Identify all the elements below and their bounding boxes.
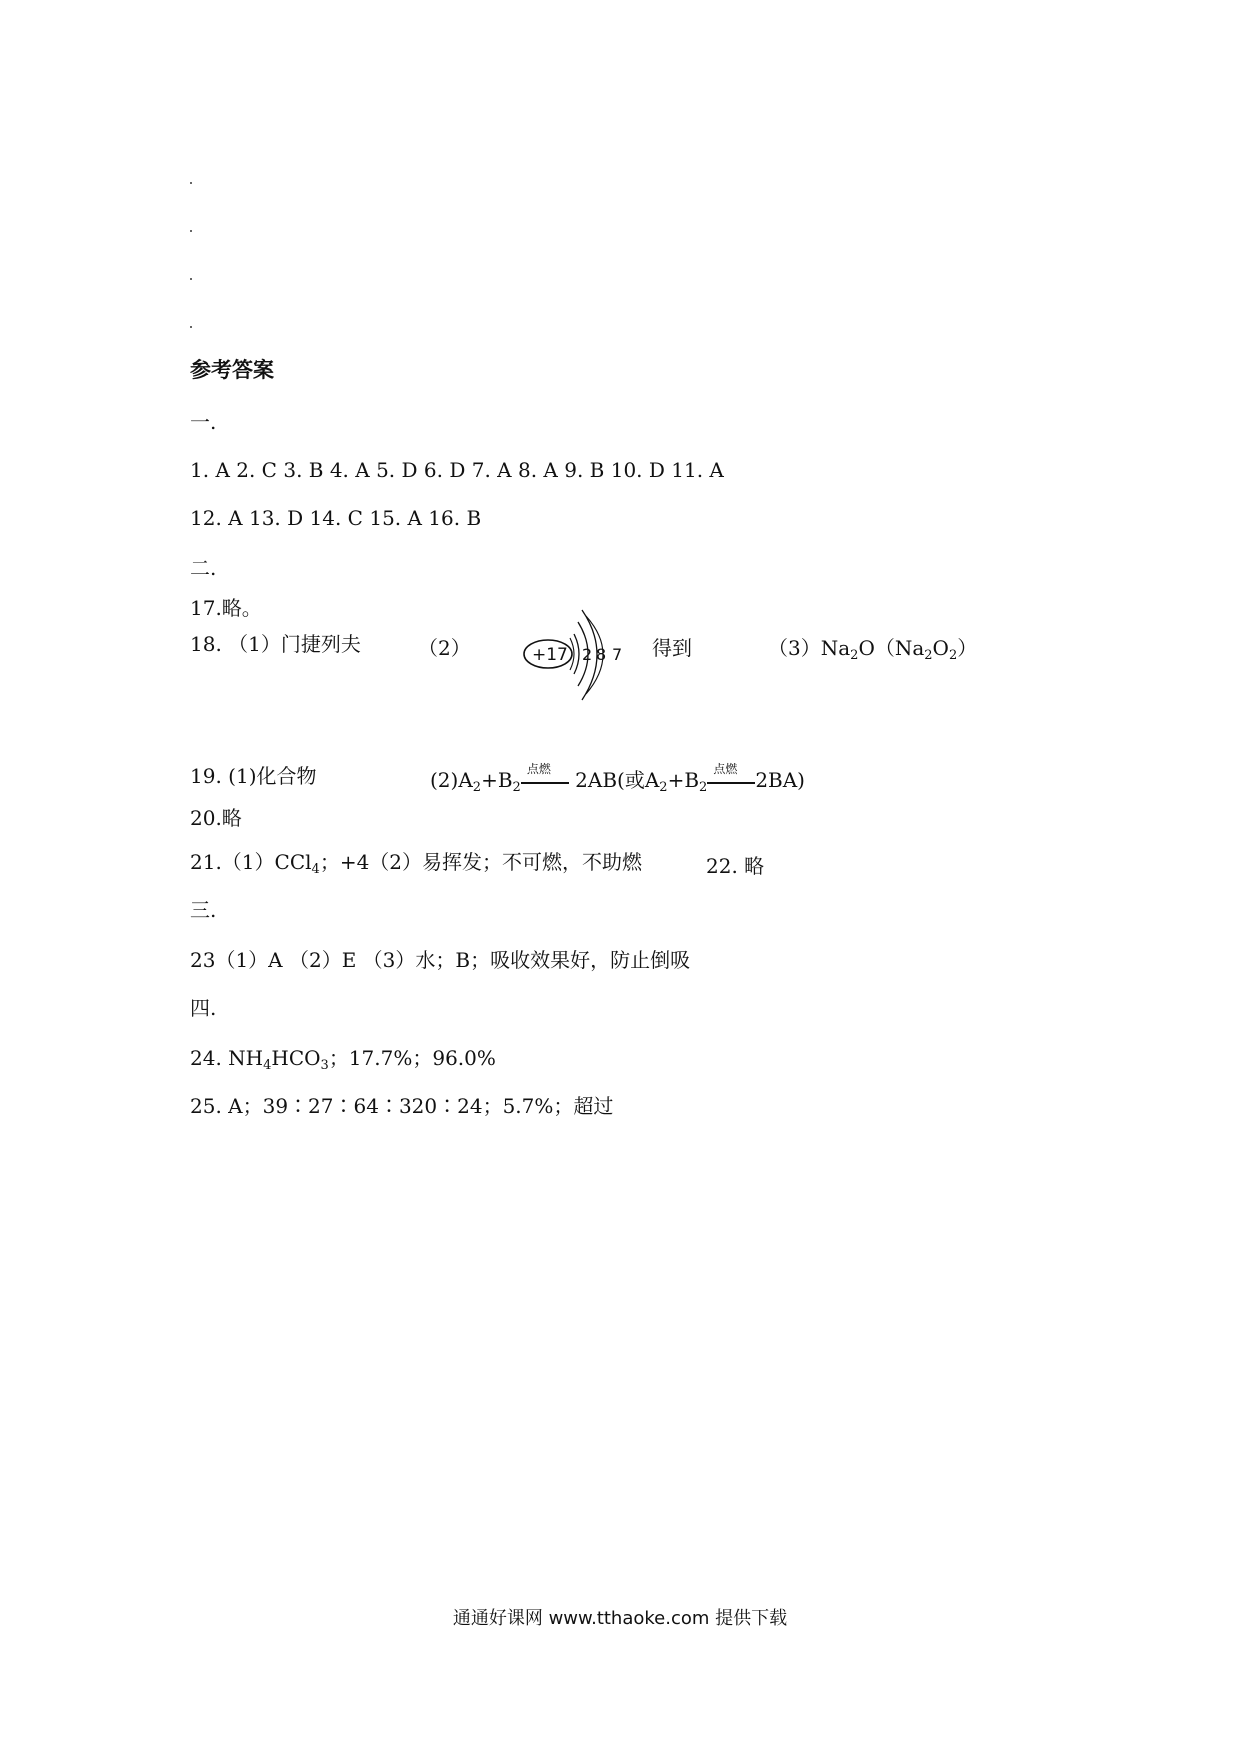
answers-row-2: 12. A 13. D 14. C 15. A 16. B (190, 506, 482, 530)
subscript: 4 (311, 862, 320, 877)
q17: 17.略。 (190, 596, 262, 620)
subscript: 4 (263, 1058, 272, 1073)
atom-shell-3: 7 (612, 645, 623, 664)
q18-part3-end: ） (957, 636, 978, 660)
section-three: 三. (190, 898, 217, 922)
subscript: 2 (512, 780, 521, 795)
q18-part3-prefix: （3）Na (768, 636, 851, 660)
subscript: 3 (320, 1058, 329, 1073)
equation-bar (521, 782, 569, 784)
q19-eq-prefix: (2)A (430, 768, 473, 792)
subscript: 2 (850, 648, 859, 663)
atom-nucleus-label: +17 (532, 645, 568, 665)
section-two: 二. (190, 556, 217, 580)
reaction-condition-arrow-2 (707, 761, 755, 794)
q20: 20.略 (190, 806, 242, 830)
atom-shell-1: 2 (582, 645, 593, 664)
q22: 22. 略 (706, 854, 765, 878)
margin-dot-3 (190, 278, 192, 280)
answers-row-1: 1. A 2. C 3. B 4. A 5. D 6. D 7. A 8. A 9. B 10. D 11. A (190, 458, 724, 482)
q19-eq-result2: 2BA) (755, 768, 805, 792)
section-one: 一. (190, 410, 217, 434)
q19-equation (430, 761, 805, 795)
page-footer: 通通好课网 www.tthaoke.com 提供下载 (452, 1608, 788, 1629)
q24-a: 24. NH (190, 1046, 264, 1070)
q23: 23（1）A （2）E （3）水；B；吸收效果好，防止倒吸 (190, 948, 691, 972)
reaction-condition-label-2: 点燃 (713, 761, 738, 776)
reaction-condition-label: 点燃 (526, 761, 551, 776)
q21-text-b: ；+4（2）易挥发；不可燃，不助燃 (319, 850, 643, 874)
q19-eq-plus-b-2: +B (667, 768, 700, 792)
q25: 25. A；39∶27∶64∶320∶24；5.7%；超过 (190, 1094, 614, 1118)
q18-part3-o2: O (932, 636, 949, 660)
reaction-condition-arrow (521, 761, 569, 794)
page-title: 参考答案 (190, 358, 274, 382)
subscript: 2 (924, 648, 933, 663)
q21 (190, 850, 642, 882)
q18-part3-o: O（Na (858, 636, 925, 660)
q24 (190, 1046, 496, 1078)
section-four: 四. (190, 996, 217, 1020)
q19-part1: 19. (1)化合物 (190, 764, 317, 788)
q19-eq-result1: 2AB(或A (568, 768, 660, 792)
q24-b: HCO (271, 1046, 321, 1070)
q18-gain: 得到 (652, 636, 692, 660)
equation-bar-2 (707, 782, 755, 784)
margin-dot-4 (190, 326, 192, 328)
q19-eq-plus-b: +B (481, 768, 513, 792)
q18-part2: （2） (418, 636, 471, 660)
q18-part3 (768, 632, 977, 663)
subscript: 2 (699, 780, 708, 795)
subscript: 2 (948, 648, 958, 663)
q18-line (190, 632, 361, 656)
atom-shell-2: 8 (596, 645, 607, 664)
margin-dot-1 (190, 182, 192, 184)
subscript: 2 (472, 780, 482, 795)
q21-text-a: 21.（1）CCl (190, 850, 312, 874)
q24-c: ；17.7%；96.0% (328, 1046, 496, 1070)
margin-dot-2 (190, 230, 192, 232)
subscript: 2 (659, 780, 668, 795)
chlorine-atom-structure-diagram (520, 608, 640, 702)
q18-part1: 18. （1）门捷列夫 (190, 632, 361, 656)
